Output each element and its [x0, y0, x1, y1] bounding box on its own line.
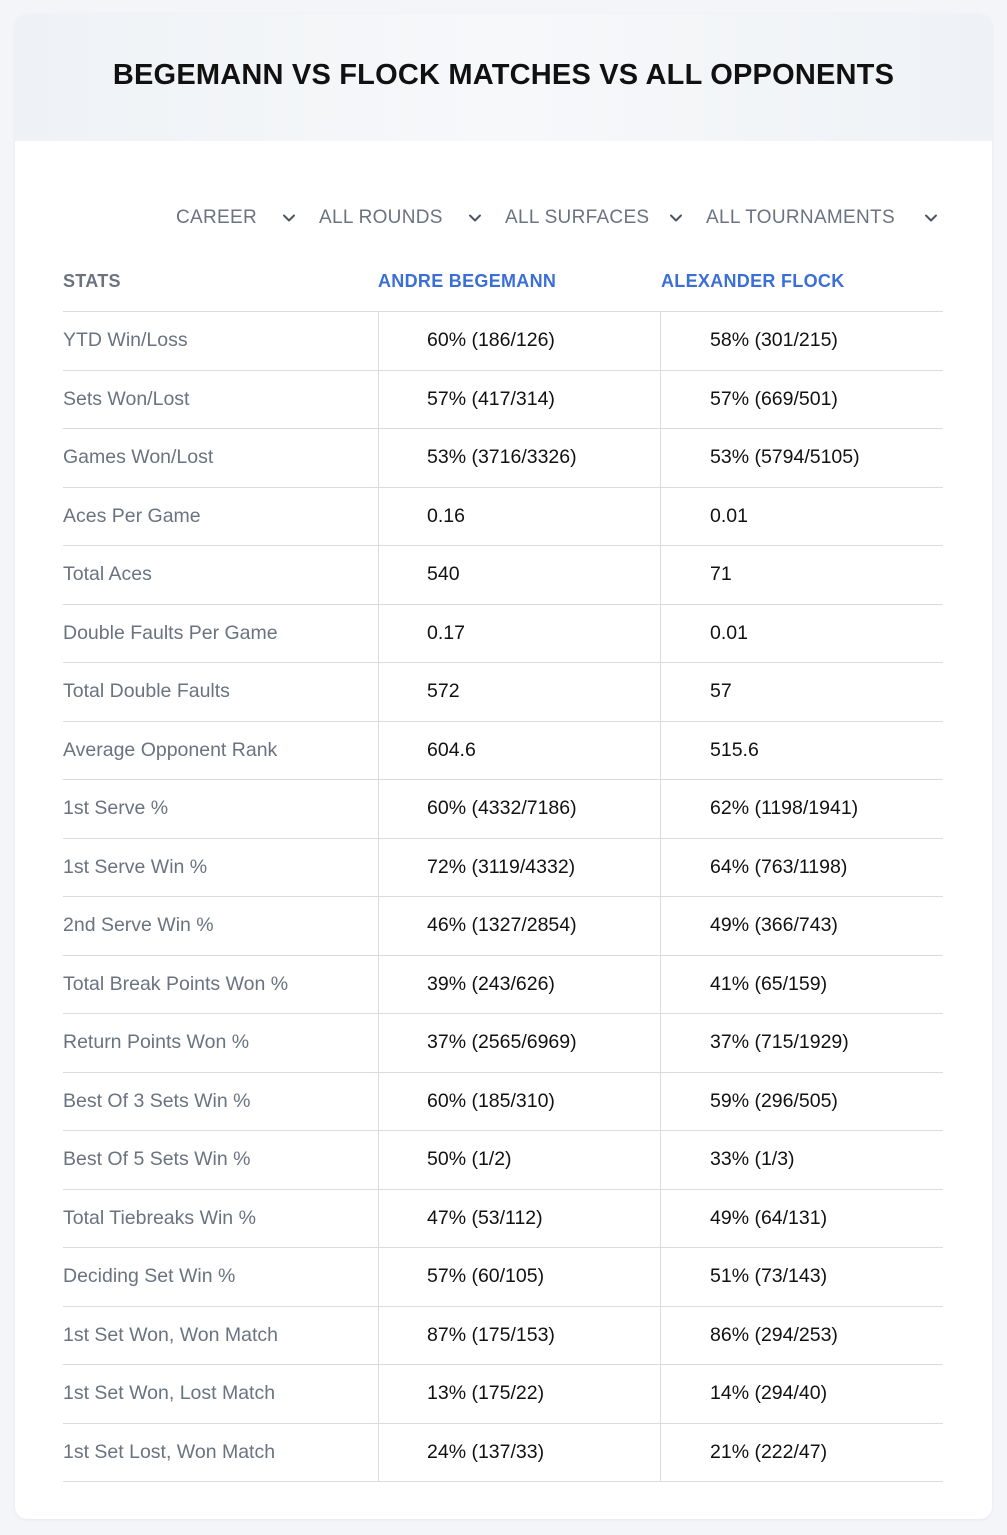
table-row — [63, 897, 943, 956]
stat-name: Total Tiebreaks Win % — [63, 1206, 256, 1229]
column-header-player2-link[interactable]: ALEXANDER FLOCK — [661, 270, 845, 291]
stats-card — [15, 14, 992, 1519]
column-divider — [378, 722, 379, 780]
player1-value: 57% (417/314) — [427, 387, 555, 410]
column-divider — [660, 1248, 661, 1306]
column-divider — [660, 780, 661, 838]
player1-value: 37% (2565/6969) — [427, 1031, 577, 1054]
player1-value: 47% (53/112) — [427, 1206, 543, 1229]
filter-surfaces[interactable] — [505, 190, 665, 246]
filter-tournaments[interactable] — [706, 190, 916, 246]
filter-label: ALL SURFACES — [505, 207, 650, 228]
player1-value: 60% (186/126) — [427, 329, 555, 352]
table-row — [63, 1424, 943, 1483]
column-divider — [378, 1365, 379, 1423]
player1-value: 540 — [427, 563, 460, 586]
column-divider — [660, 1014, 661, 1072]
player2-value: 58% (301/215) — [710, 329, 838, 352]
column-header-player1-link[interactable]: ANDRE BEGEMANN — [378, 270, 557, 291]
column-header-stats: STATS — [63, 270, 121, 291]
column-divider — [378, 1190, 379, 1248]
player2-value: 64% (763/1198) — [710, 855, 848, 878]
column-divider — [660, 1424, 661, 1482]
column-divider — [660, 839, 661, 897]
filter-label: CAREER — [176, 207, 257, 228]
column-divider — [660, 488, 661, 546]
column-divider — [378, 956, 379, 1014]
column-divider — [378, 1131, 379, 1189]
player2-value: 33% (1/3) — [710, 1148, 795, 1171]
table-row — [63, 1014, 943, 1073]
table-row — [63, 1365, 943, 1424]
player2-value: 21% (222/47) — [710, 1440, 828, 1463]
chevron-down-icon[interactable] — [923, 210, 939, 226]
stat-name: Aces Per Game — [63, 504, 201, 527]
column-divider — [660, 1073, 661, 1131]
table-row — [63, 1073, 943, 1132]
page-title: BEGEMANN VS FLOCK MATCHES VS ALL OPPONENTS — [112, 59, 895, 91]
column-divider — [660, 1190, 661, 1248]
column-divider — [378, 1424, 379, 1482]
player1-value: 0.17 — [427, 621, 465, 644]
column-divider — [660, 1131, 661, 1189]
stat-name: Return Points Won % — [63, 1031, 250, 1054]
table-row — [63, 371, 943, 430]
column-divider — [378, 546, 379, 604]
stat-name: 1st Set Won, Lost Match — [63, 1382, 276, 1405]
player1-value: 46% (1327/2854) — [427, 914, 577, 937]
stat-name: Deciding Set Win % — [63, 1265, 236, 1288]
column-divider — [660, 312, 661, 370]
column-divider — [660, 722, 661, 780]
player1-value: 604.6 — [427, 738, 476, 761]
column-divider — [660, 663, 661, 721]
table-row — [63, 839, 943, 898]
player2-value: 14% (294/40) — [710, 1382, 828, 1405]
player2-value: 0.01 — [710, 621, 748, 644]
player2-value: 86% (294/253) — [710, 1323, 838, 1346]
player2-value: 51% (73/143) — [710, 1265, 828, 1288]
table-row — [63, 1190, 943, 1249]
table-row — [63, 663, 943, 722]
player2-value: 57 — [710, 680, 732, 703]
column-divider — [660, 1307, 661, 1365]
column-divider — [378, 839, 379, 897]
column-divider — [378, 1014, 379, 1072]
player1-value: 53% (3716/3326) — [427, 446, 577, 469]
player2-value: 49% (64/131) — [710, 1206, 828, 1229]
player1-value: 24% (137/33) — [427, 1440, 545, 1463]
player1-value: 39% (243/626) — [427, 972, 555, 995]
player1-value: 87% (175/153) — [427, 1323, 555, 1346]
stats-table-header — [63, 251, 943, 311]
table-row — [63, 488, 943, 547]
player1-value: 13% (175/22) — [427, 1382, 545, 1405]
player2-value: 49% (366/743) — [710, 914, 838, 937]
player2-value: 59% (296/505) — [710, 1089, 838, 1112]
player2-value: 57% (669/501) — [710, 387, 838, 410]
column-divider — [378, 1307, 379, 1365]
stats-table-body — [63, 311, 943, 1482]
column-divider — [660, 956, 661, 1014]
table-row — [63, 1131, 943, 1190]
filter-rounds[interactable] — [319, 190, 469, 246]
table-row — [63, 1248, 943, 1307]
column-divider — [378, 429, 379, 487]
table-row — [63, 780, 943, 839]
column-divider — [378, 488, 379, 546]
stat-name: Best Of 3 Sets Win % — [63, 1089, 251, 1112]
player2-value: 62% (1198/1941) — [710, 797, 859, 820]
chevron-down-icon[interactable] — [467, 210, 483, 226]
column-divider — [660, 429, 661, 487]
player1-value: 50% (1/2) — [427, 1148, 512, 1171]
stat-name: Total Break Points Won % — [63, 972, 289, 995]
column-divider — [660, 1365, 661, 1423]
player2-value: 0.01 — [710, 504, 748, 527]
stat-name: 1st Serve % — [63, 797, 169, 820]
chevron-down-icon[interactable] — [668, 210, 684, 226]
player1-value: 57% (60/105) — [427, 1265, 545, 1288]
column-divider — [378, 1073, 379, 1131]
column-divider — [660, 546, 661, 604]
table-row — [63, 605, 943, 664]
column-divider — [378, 897, 379, 955]
stat-name: Best Of 5 Sets Win % — [63, 1148, 251, 1171]
player2-value: 37% (715/1929) — [710, 1031, 849, 1054]
stat-name: YTD Win/Loss — [63, 329, 188, 352]
column-divider — [378, 780, 379, 838]
filter-bar — [15, 190, 992, 246]
player1-value: 72% (3119/4332) — [427, 855, 576, 878]
table-row — [63, 429, 943, 488]
filter-label: ALL TOURNAMENTS — [706, 207, 895, 228]
filter-label: ALL ROUNDS — [319, 207, 443, 228]
stat-name: Sets Won/Lost — [63, 387, 190, 410]
player2-value: 53% (5794/5105) — [710, 446, 860, 469]
stat-name: Double Faults Per Game — [63, 621, 278, 644]
stat-name: 1st Set Won, Won Match — [63, 1323, 278, 1346]
player2-value: 515.6 — [710, 738, 759, 761]
player1-value: 572 — [427, 680, 460, 703]
column-divider — [660, 897, 661, 955]
player1-value: 60% (185/310) — [427, 1089, 555, 1112]
card-header — [15, 14, 992, 141]
stat-name: 1st Serve Win % — [63, 855, 208, 878]
stat-name: Games Won/Lost — [63, 446, 214, 469]
column-divider — [378, 1248, 379, 1306]
table-row — [63, 1307, 943, 1366]
stat-name: Total Aces — [63, 563, 152, 586]
player2-value: 71 — [710, 563, 732, 586]
player2-value: 41% (65/159) — [710, 972, 828, 995]
player1-value: 60% (4332/7186) — [427, 797, 577, 820]
table-row — [63, 312, 943, 371]
column-divider — [378, 312, 379, 370]
column-divider — [378, 663, 379, 721]
player1-value: 0.16 — [427, 504, 465, 527]
column-divider — [378, 605, 379, 663]
column-divider — [378, 371, 379, 429]
stat-name: 1st Set Lost, Won Match — [63, 1440, 276, 1463]
column-divider — [660, 605, 661, 663]
table-row — [63, 722, 943, 781]
column-divider — [660, 371, 661, 429]
table-row — [63, 956, 943, 1015]
chevron-down-icon[interactable] — [281, 210, 297, 226]
table-row — [63, 546, 943, 605]
stat-name: 2nd Serve Win % — [63, 914, 214, 937]
stat-name: Average Opponent Rank — [63, 738, 278, 761]
stat-name: Total Double Faults — [63, 680, 230, 703]
